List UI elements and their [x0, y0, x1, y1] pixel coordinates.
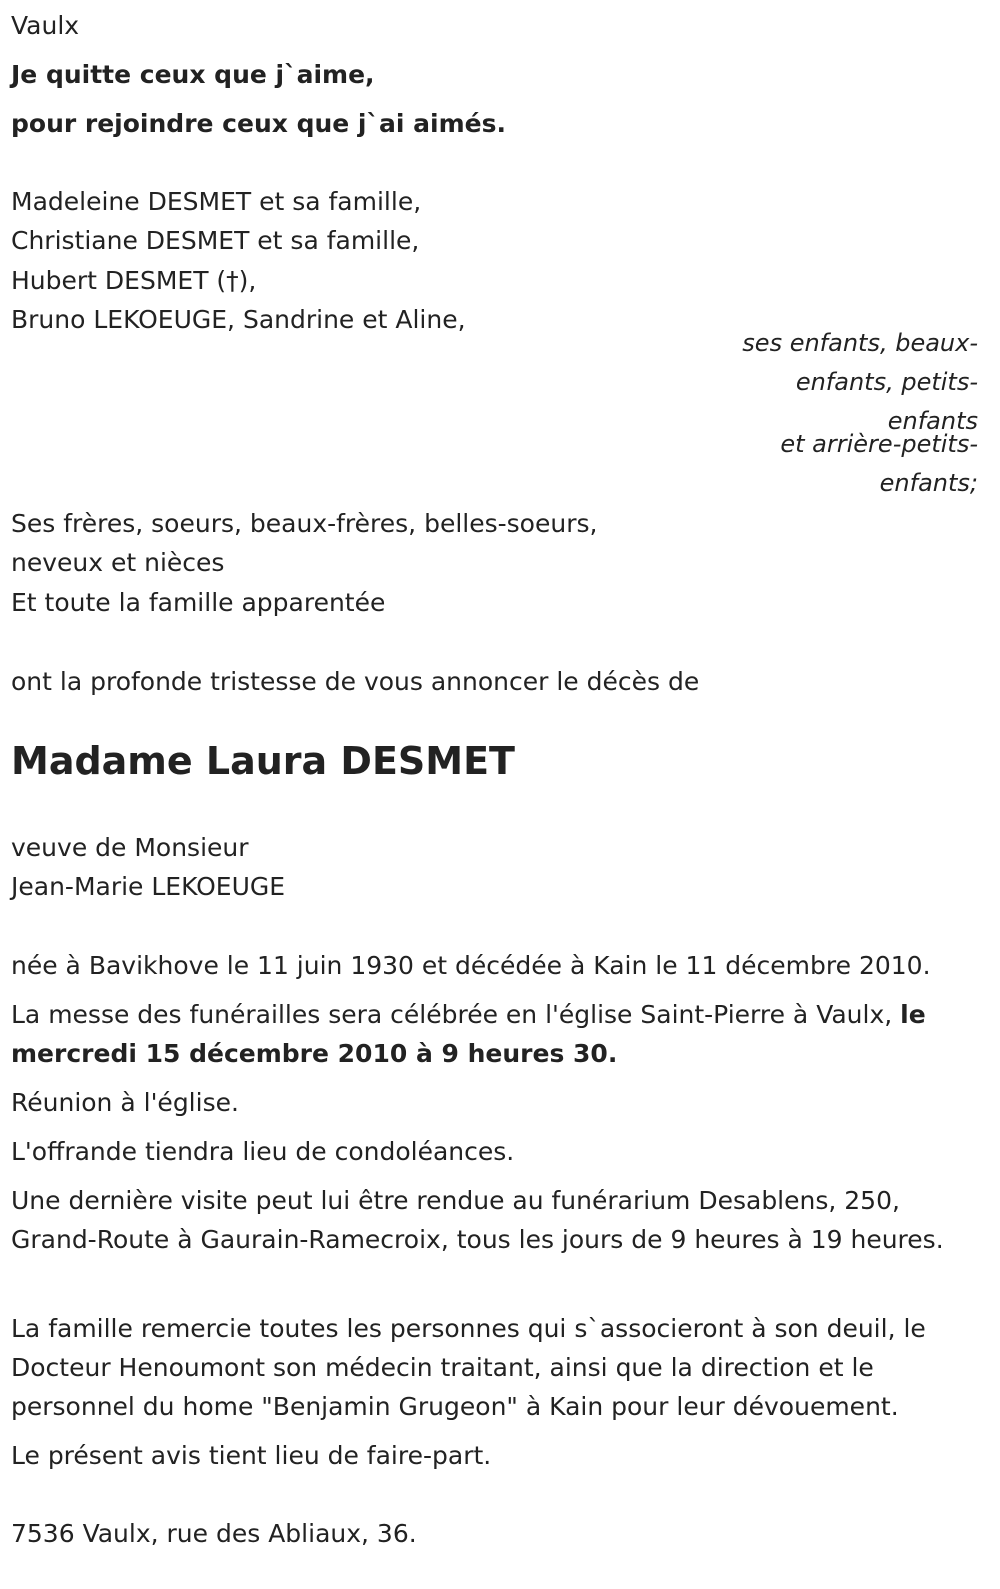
visit-paragraph: Une dernière visite peut lui être rendue au funérarium Desablens, 250, Grand-Route à Gaurain-Ramecroix, tous les jours de 9 heures à 19 heures.	[11, 1186, 944, 1254]
widow-line-2: Jean-Marie LEKOEUGE	[11, 872, 286, 901]
thanks-paragraph: La famille remercie toutes les personnes qui s`associeront à son deuil, le Docteur Henoumont son médecin traitant, ainsi que la direction et le personnel du home "Benjamin Grugeon" à Kain pour leur dévouement.	[11, 1314, 926, 1421]
relation-line: et arrière-petits-	[780, 430, 978, 458]
family-member: Hubert DESMET (†),	[11, 266, 257, 295]
mass-date: le mercredi 15 décembre 2010 à 9 heures 30.	[11, 1000, 926, 1068]
relation-line: enfants	[887, 407, 978, 435]
birth-death-paragraph: née à Bavikhove le 11 juin 1930 et décédée à Kain le 11 décembre 2010.	[11, 951, 931, 980]
deceased-name: Madame Laura DESMET	[11, 739, 515, 783]
quote-line-2: pour rejoindre ceux que j`ai aimés.	[11, 109, 506, 138]
relation-line: ses enfants, beaux-	[742, 329, 978, 357]
location-header: Vaulx	[11, 11, 80, 40]
notice-paragraph: Le présent avis tient lieu de faire-part.	[11, 1441, 492, 1470]
family-member: Bruno LEKOEUGE, Sandrine et Aline,	[11, 305, 466, 334]
offering-paragraph: L'offrande tiendra lieu de condoléances.	[11, 1137, 515, 1166]
quote-line-1: Je quitte ceux que j`aime,	[11, 60, 375, 89]
mass-text: La messe des funérailles sera célébrée en l'église Saint-Pierre à Vaulx,	[11, 1000, 901, 1029]
relation-line: enfants;	[879, 469, 978, 497]
mass-paragraph	[11, 995, 976, 1073]
meeting-paragraph: Réunion à l'église.	[11, 1088, 239, 1117]
other-relatives: Ses frères, soeurs, beaux-frères, belles-soeurs,	[11, 509, 598, 538]
announcement-text: ont la profonde tristesse de vous annoncer le décès de	[11, 667, 700, 696]
address-line: 7536 Vaulx, rue des Abliaux, 36.	[11, 1519, 417, 1548]
other-relatives: Et toute la famille apparentée	[11, 588, 386, 617]
family-member: Madeleine DESMET et sa famille,	[11, 187, 422, 216]
other-relatives: neveux et nièces	[11, 548, 225, 577]
widow-line-1: veuve de Monsieur	[11, 833, 249, 862]
family-member: Christiane DESMET et sa famille,	[11, 226, 420, 255]
relation-line: enfants, petits-	[795, 368, 978, 396]
